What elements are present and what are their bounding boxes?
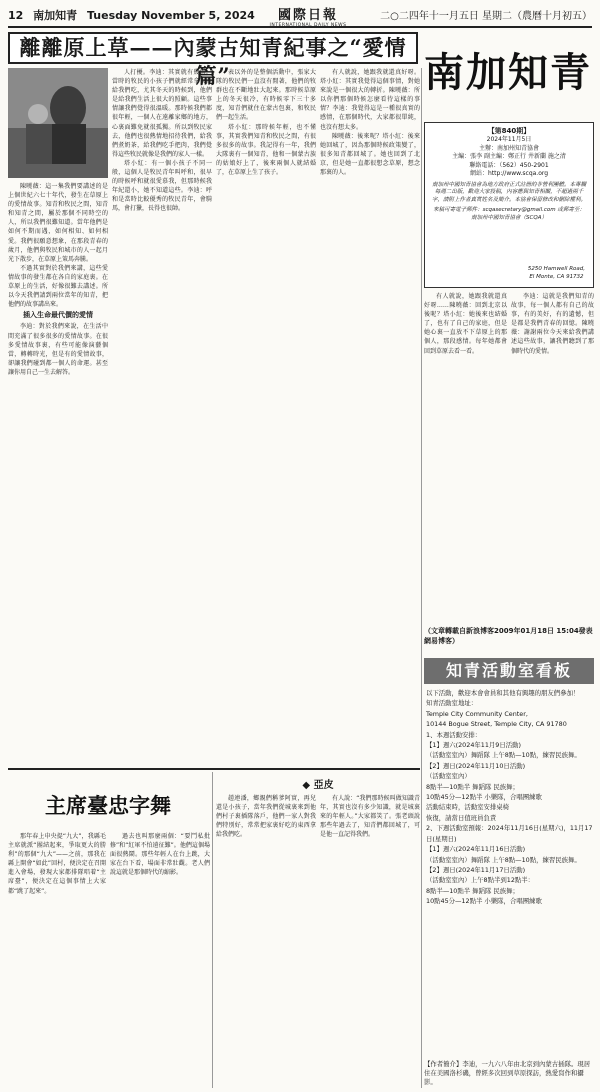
date-zh: 二○二四年十一月五日 星期二（農曆十月初五） bbox=[380, 11, 592, 22]
paragraph: 陳曉薇：後來呢？塔小紅：後來她回城了，因為那個時候政策變了，很多知青都回城了。她也回到了北京，但是她一直都很想念草原，想念那裏的人。 bbox=[320, 132, 420, 177]
announcement-line: Temple City Community Center, bbox=[426, 709, 528, 718]
announcement-line: 10144 Bogue Street, Temple City, CA 91780 bbox=[426, 720, 567, 729]
submission-email[interactable]: 來稿可寄電子郵件：scqasecretary@gmail.com 或郵寄至：南加州中國知青協會（SCQA） bbox=[433, 207, 585, 221]
masthead bbox=[8, 4, 592, 28]
paper-name: 國際日報 bbox=[277, 8, 338, 23]
announcement-line: 【2】週日(2024年11月10日活動) bbox=[426, 761, 526, 770]
column-divider bbox=[212, 772, 213, 1088]
announcement-line: 恢復，請當日值班員負責 bbox=[426, 813, 497, 822]
paper-logo bbox=[246, 4, 370, 28]
announcement-body bbox=[424, 688, 594, 1058]
article-column-3 bbox=[216, 68, 316, 764]
article-2-column-2 bbox=[110, 832, 210, 1086]
paragraph: 塔小紅：有一個小孩子不同一般，這個人是牧民青年叫呼和，很早的時候呼和就很愛慕我，但那時候我年紀還小，她不知道這些。李迪：呼和是當時比較優秀的牧民青年，會騎馬，會打獵，長得也很帥。 bbox=[112, 159, 212, 213]
announcement-line: 【1】週六(2024年11月9日活動) bbox=[426, 741, 522, 750]
paragraph: 不過其實對於我們來講，這些愛情故事的發生都在各自的家庭裏。在草原上的生活，好像很難去講述。所以今天我們請到兩位當年的知青，把他們的故事講出來。 bbox=[8, 264, 108, 309]
article-column-4 bbox=[320, 68, 420, 764]
article-column-1 bbox=[8, 182, 108, 764]
section-name: 南加知青 bbox=[33, 9, 78, 22]
paragraph: 塔小紅：那時候年輕，也不懂事，其實我們知青和牧民之間，有很多很多的故事。我記得有一年，我們大隊裏有一個知青，他和一個蒙古族的姑娘好上了，後來兩個人就結婚了，在草原上生了孩子。 bbox=[216, 123, 316, 177]
article-headline: 離離原上草——內蒙古知青紀事之“愛情篇” bbox=[8, 32, 418, 64]
announcement-line: 1、本週活動安排： bbox=[426, 730, 482, 739]
announcement-line: 8點半—10點半 舞蹈隊 民族舞； bbox=[426, 782, 519, 791]
date-en: Tuesday November 5, 2024 bbox=[87, 9, 255, 22]
paragraph: 那年春上申央提“九大”，我縣毛主席就派“團結起來，爭取更大的勝利”的那個“九大”——之前，那我在縣上開會“如此”回村，便決定在召開進入會場，發現大家都排隊唱着“主席臺”，便決定在這個事情上大家都“跳了起來”。 bbox=[8, 833, 106, 895]
announcement-line: （活動室室內） bbox=[426, 772, 471, 781]
column-intro: 南加州中國知青協會為地方政府正式註冊的非營利團體。本專欄每週二出版，歡迎大家投稿，內容應與知青相關，不超過兩千字，請附上作者真實姓名及簡介。本協會保留修改和刪除權利。 bbox=[431, 181, 586, 203]
article-3-column-1 bbox=[216, 794, 316, 1086]
article-photo bbox=[8, 68, 108, 178]
masthead-left bbox=[8, 7, 255, 23]
article-2-title: 主席臺忠字舞 bbox=[45, 793, 171, 818]
article-3-column-2 bbox=[320, 794, 420, 1086]
website[interactable]: 網站：http://www.scqa.org bbox=[469, 170, 549, 177]
announcement-line: （活動室室內）舞蹈隊 上午8點—10點，練習民族舞。 bbox=[426, 855, 581, 864]
issue-date: 2024年11月5日 bbox=[486, 136, 532, 143]
editors: 主編：張李 副主編：鄭正行 井新蘭 施之清 bbox=[452, 153, 566, 160]
article-2-column-1 bbox=[8, 832, 106, 1086]
address-line-2: El Monte, CA 91732 bbox=[529, 273, 584, 280]
paragraph: 人打擾。李迪：其實就有幾個，當時的牧民的小孩子們就經常拿東西給我們吃，尤其冬天的時候到，他們是給我們生活上很大的照顧。這些事情讓我們覺得很溫暖。那時候我們都很年輕，一個人在遠離家鄉的地方，心裏面難免就很孤獨。所以到牧民家去，他們也很熱情地招待我們，給我們煮奶茶，給我們吃手把肉，我們覺得這些牧民就像是我們的家人一樣。 bbox=[112, 69, 212, 158]
paragraph: 有人就說，她跟我就還真好呀……陳曉薇：回到北京以後呢？塔小紅：她後來也結婚了，也有了自己的家庭，但是她心裏一直放不下草原上的那個人，那段感情。每年她都會回到草原去看一看。 bbox=[424, 293, 507, 355]
author-note: 【作者簡介】李迪，一九六八年由北京到內蒙古插隊。現居住在美國洛杉磯，曾經多次回到草原探訪，熱愛寫作和攝影。 bbox=[424, 1060, 591, 1087]
paper-name-en: INTERNATIONAL DAILY NEWS bbox=[269, 23, 347, 28]
paragraph: 陳曉薇：這一集我們要講述的是上個世紀六七十年代，發生在草原上的愛情故事。知青和牧民之間，知青和知青之間，屬於那個不同時空的人，所以我們很難知道。當年他們是如何不期而遇，如何相知、如何相愛。我們很願意想象，在那段青春的歲月，他們與牧民和城市的人一起月光下散步，在草原上策馬奔騰。 bbox=[8, 183, 108, 263]
paragraph: 過去也叫那麼兩個：“要鬥私批修”和“紅軍不怕遠征難”。他們這個場面很熱鬧。那些年輕人在台上跳，大家在台下看，場面非常壯觀。老人們說這就是那個時代的縮影。 bbox=[110, 833, 210, 877]
contact-phone: 聯絡電話：（562）450-2901 bbox=[469, 161, 549, 169]
announcement-title: 知青活動室看板 bbox=[424, 658, 594, 684]
announcement-line: （活動室室內）舞蹈隊 上午8點—10點，練習民族舞。 bbox=[426, 751, 581, 760]
article-column-2 bbox=[112, 68, 212, 764]
section-divider bbox=[8, 768, 420, 770]
announcement-line: 8點半—10點半 舞蹈隊 民族舞； bbox=[426, 886, 519, 895]
subheading: 插入生命最代價的愛情 bbox=[23, 311, 93, 320]
address-line-1: 5250 Hamwell Road, bbox=[527, 266, 585, 272]
issue-number: 【第840期】 bbox=[487, 127, 531, 135]
paragraph: 表以外的是整個活動中，張家大隊的牧民們一直沒有閒著，他們的牧群也在不斷地壯大起來。那時候草原上的冬天很冷，有時候零下三十多度，知青們就住在蒙古包裏，和牧民們一起生活。 bbox=[216, 69, 316, 122]
paragraph: 李迪：這就是我們知青的故事，每一個人都有自己的故事，有的美好，有的遺憾，但是都是我們青春的回憶。陳曉薇：謝謝兩位今天來給我們講述這些故事，讓我們聽到了那個時代的愛情。 bbox=[511, 293, 594, 355]
reprint-note: （文章轉載自新浪博客2009年01月18日 15:04發表網易博客） bbox=[424, 627, 593, 645]
announcement-line: 10點45分—12點半 小樂隊，合唱團練歌 bbox=[426, 897, 542, 906]
announcement-line: 知青活動室地址： bbox=[426, 699, 478, 708]
announcement-line: 【2】週日(2024年11月17日活動) bbox=[426, 865, 526, 874]
page-number: 12 bbox=[8, 9, 24, 22]
paragraph: 有人就說，她跟我就還真好呀。塔小紅：其實我覺得這個事情，對她來說是一個很大的轉折。陳曉薇：所以你們那個時候怎麼看待這樣的事情？李迪：我覺得這是一種很真實的感情，在那個時代，大家都很單純，也沒有想太多。 bbox=[320, 69, 420, 131]
announcement-line: 活動結束時，活動室安排桌椅 bbox=[426, 803, 510, 812]
announcement-line: 【1】週六(2024年11月16日活動) bbox=[426, 845, 526, 854]
mailing-address bbox=[528, 266, 585, 281]
paragraph: 李迪：對於我們來說，在生活中間充滿了很多很多的愛情故事。在很多愛情故事裏，有些可能像演藝個當，轉轉時光，但是有的愛情故事，卻讓我們碰到都一個人的命運。甚至讓你用自己一生去解答。 bbox=[8, 323, 108, 376]
column-info-box bbox=[424, 122, 594, 288]
announcement-line: 以下活動，歡迎本會會員和其他有興趣的朋友們參加！ bbox=[426, 689, 580, 697]
paragraph: 有人說：“我們那時候叫做知識青年，其實也沒有多少知識，就是城裏來的年輕人。”大家都笑了。張老頭說那些年過去了，知青們都回城了，可是他一直記得我們。 bbox=[320, 795, 420, 839]
article-3-byline: ◆ 亞皮 bbox=[302, 780, 334, 791]
announcement-line: （活動室室內）上午8點半到12點半： bbox=[426, 876, 535, 885]
announcement-line: 2、下週活動室預報：2024年11月16日(星期六)，11月17日(星期日) bbox=[426, 824, 593, 843]
organizer: 主辦：南加州知青協會 bbox=[478, 144, 539, 152]
announcement-line: 10點45分—12點半 小樂隊，合唱團練歌 bbox=[426, 793, 542, 802]
section-brand: 南加知青 bbox=[424, 49, 592, 96]
paragraph: 趙連潘，鄉親們稱爹阿實，再兒還是小孩子，當年我們從城裏來到他們村子裏插隊落戶，他們一家人對我們特別好，常常把家裏好吃的東西拿給我們吃。 bbox=[216, 795, 316, 839]
column-divider bbox=[421, 68, 422, 1088]
